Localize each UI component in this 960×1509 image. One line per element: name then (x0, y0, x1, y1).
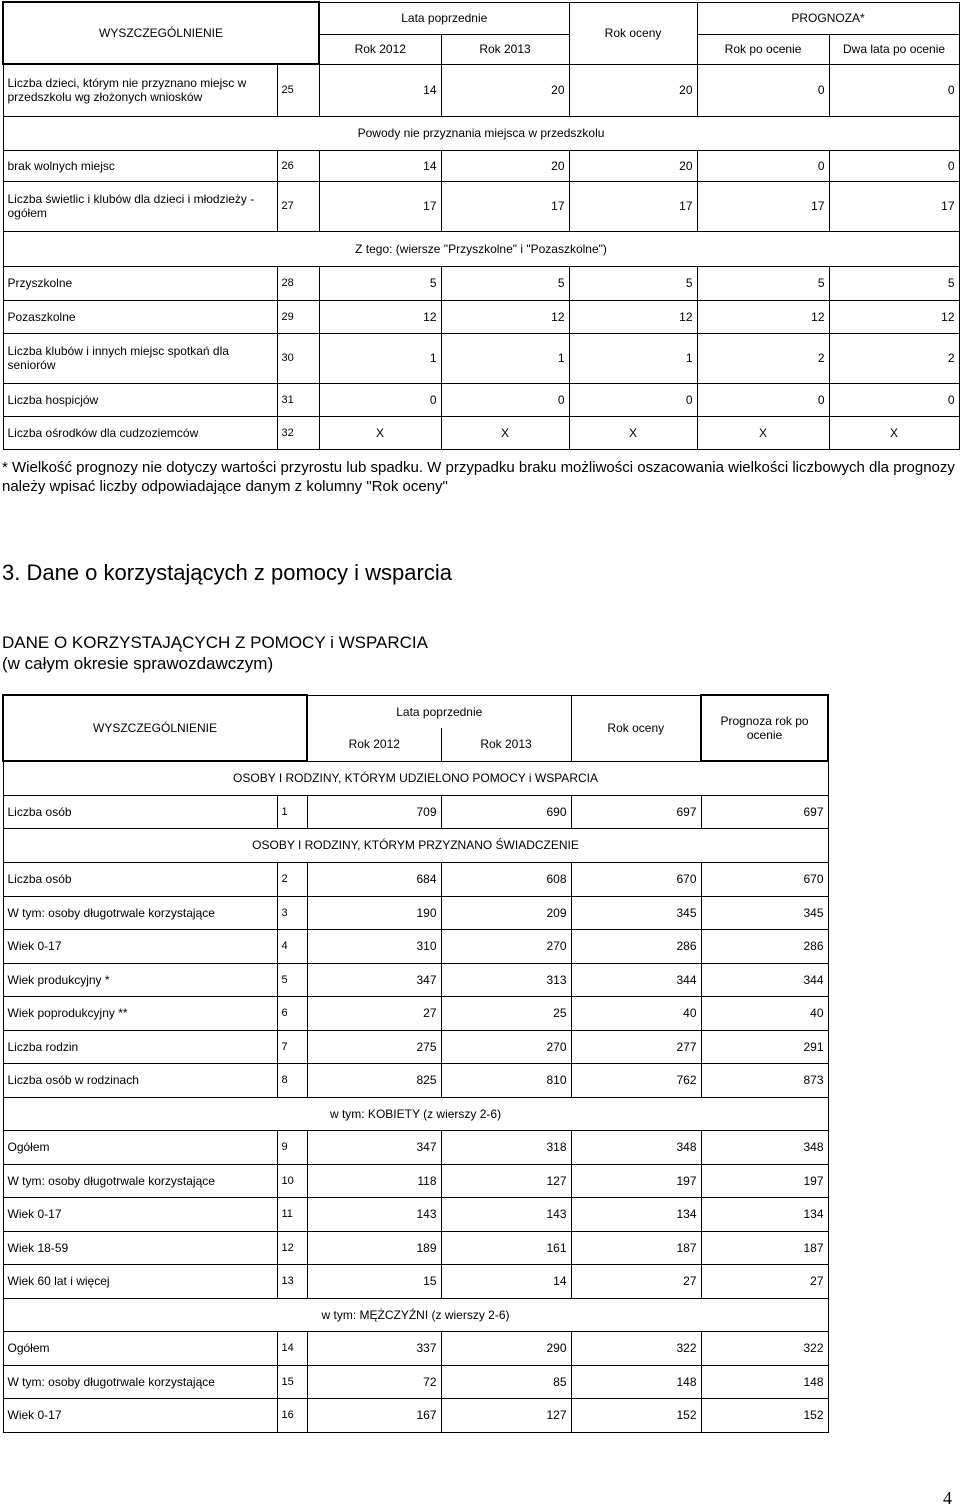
table-row (3, 1231, 828, 1264)
row-index: 27 (277, 181, 319, 231)
cell-value: 825 (307, 1063, 441, 1097)
row-index: 32 (277, 416, 319, 449)
prognosis-footnote: * Wielkość prognozy nie dotyczy wartości przyrostu lub spadku. W przypadku braku możliwości oszacowania wielkości liczbowych dla prognozy należy wpisać liczby odpowiadające danym z kolumny "Rok oceny" (2, 459, 955, 495)
cell-value: 5 (441, 266, 569, 300)
section-przyznano-swiadczenie: OSOBY I RODZINY, KTÓRYM PRZYZNANO ŚWIADCZENIE (3, 828, 828, 862)
header-rok-po-ocenie: Rok po ocenie (697, 34, 829, 64)
header-lata-poprzednie: Lata poprzednie (307, 695, 571, 728)
cell-value: 197 (701, 1164, 828, 1197)
cell-value: 313 (441, 963, 571, 996)
row-index: 11 (277, 1197, 307, 1231)
header-wyszczegolnienie: WYSZCZEGÓLNIENIE (3, 2, 319, 64)
cell-value: 152 (571, 1398, 701, 1432)
row-index: 5 (277, 963, 307, 996)
cell-value: 322 (571, 1331, 701, 1365)
cell-value: 15 (307, 1264, 441, 1298)
header-rok-2013: Rok 2013 (441, 728, 571, 761)
cell-value: 347 (307, 1130, 441, 1164)
cell-value: 25 (441, 996, 571, 1030)
cell-value: 17 (319, 181, 441, 231)
row-label: W tym: osoby długotrwale korzystające (3, 896, 277, 929)
cell-value: 697 (571, 795, 701, 828)
row-label: Liczba rodzin (3, 1030, 277, 1063)
section-udzielono-pomocy: OSOBY I RODZINY, KTÓRYM UDZIELONO POMOCY i WSPARCIA (3, 761, 828, 795)
cell-value: 12 (697, 300, 829, 333)
row-label: Wiek 0-17 (3, 1398, 277, 1432)
header-wyszczegolnienie: WYSZCZEGÓLNIENIE (3, 695, 307, 761)
cell-value: X (697, 416, 829, 449)
row-index: 7 (277, 1030, 307, 1063)
header-lata-poprzednie: Lata poprzednie (319, 2, 569, 34)
cell-value: 0 (441, 383, 569, 416)
cell-value: 187 (701, 1231, 828, 1264)
cell-value: 873 (701, 1063, 828, 1097)
table-row (3, 1130, 828, 1164)
cell-value: X (569, 416, 697, 449)
cell-value: 810 (441, 1063, 571, 1097)
cell-value: 310 (307, 929, 441, 963)
cell-value: 337 (307, 1331, 441, 1365)
cell-value: 85 (441, 1365, 571, 1398)
cell-value: X (319, 416, 441, 449)
row-index: 31 (277, 383, 319, 416)
header-rok-2012: Rok 2012 (319, 34, 441, 64)
cell-value: 286 (701, 929, 828, 963)
row-label: Liczba ośrodków dla cudzoziemców (3, 416, 277, 449)
cell-value: 275 (307, 1030, 441, 1063)
cell-value: 0 (829, 150, 959, 181)
cell-value: 608 (441, 862, 571, 896)
table-row (3, 333, 959, 383)
cell-value: 670 (571, 862, 701, 896)
cell-value: 118 (307, 1164, 441, 1197)
cell-value: 0 (569, 383, 697, 416)
row-label: Liczba świetlic i klubów dla dzieci i młodzieży - ogółem (3, 181, 277, 231)
row-label: W tym: osoby długotrwale korzystające (3, 1164, 277, 1197)
cell-value: 17 (829, 181, 959, 231)
row-label: Wiek 0-17 (3, 1197, 277, 1231)
cell-value: 348 (701, 1130, 828, 1164)
table-row (3, 862, 828, 896)
section-powody: Powody nie przyznania miejsca w przedszkolu (3, 116, 959, 150)
row-index: 14 (277, 1331, 307, 1365)
row-label: Wiek 60 lat i więcej (3, 1264, 277, 1298)
table-title-line-2: (w całym okresie sprawozdawczym) (2, 654, 274, 673)
table-row (3, 795, 828, 828)
header-dwa-lata-po-ocenie: Dwa lata po ocenie (829, 34, 959, 64)
section-kobiety: w tym: KOBIETY (z wierszy 2-6) (3, 1097, 828, 1130)
row-label: Przyszkolne (3, 266, 277, 300)
cell-value: 167 (307, 1398, 441, 1432)
cell-value: 14 (319, 150, 441, 181)
row-index: 26 (277, 150, 319, 181)
cell-value: 5 (697, 266, 829, 300)
cell-value: 143 (441, 1197, 571, 1231)
row-index: 12 (277, 1231, 307, 1264)
row-index: 15 (277, 1365, 307, 1398)
cell-value: 291 (701, 1030, 828, 1063)
section-heading: 3. Dane o korzystających z pomocy i wsparcia (2, 560, 452, 585)
row-label: Ogółem (3, 1331, 277, 1365)
header-prognoza-rok-po-ocenie: Prognoza rok po ocenie (701, 695, 828, 761)
row-index: 8 (277, 1063, 307, 1097)
row-index: 9 (277, 1130, 307, 1164)
cell-value: 187 (571, 1231, 701, 1264)
table-title (2, 632, 428, 674)
cell-value: 0 (697, 64, 829, 116)
cell-value: 17 (569, 181, 697, 231)
cell-value: 670 (701, 862, 828, 896)
cell-value: 1 (569, 333, 697, 383)
cell-value: 134 (571, 1197, 701, 1231)
row-label: Liczba dzieci, którym nie przyznano miejsc w przedszkolu wg złożonych wniosków (3, 64, 277, 116)
table-beneficiaries (2, 694, 829, 1433)
table-children-facilities (2, 1, 960, 450)
row-index: 2 (277, 862, 307, 896)
cell-value: 290 (441, 1331, 571, 1365)
cell-value: 690 (441, 795, 571, 828)
cell-value: 127 (441, 1164, 571, 1197)
table-row (3, 383, 959, 416)
section-z-tego: Z tego: (wiersze "Przyszkolne" i "Pozaszkolne") (3, 231, 959, 266)
cell-value: 12 (829, 300, 959, 333)
table-row (3, 1398, 828, 1432)
cell-value: 209 (441, 896, 571, 929)
table-row (3, 1030, 828, 1063)
cell-value: 12 (319, 300, 441, 333)
cell-value: 17 (697, 181, 829, 231)
row-index: 4 (277, 929, 307, 963)
cell-value: 134 (701, 1197, 828, 1231)
cell-value: 190 (307, 896, 441, 929)
cell-value: 1 (441, 333, 569, 383)
row-index: 25 (277, 64, 319, 116)
table-row (3, 1197, 828, 1231)
cell-value: 5 (829, 266, 959, 300)
table-row (3, 1331, 828, 1365)
cell-value: 14 (441, 1264, 571, 1298)
cell-value: 2 (829, 333, 959, 383)
cell-value: 0 (697, 383, 829, 416)
cell-value: 20 (569, 150, 697, 181)
table-row (3, 1063, 828, 1097)
header-rok-2012: Rok 2012 (307, 728, 441, 761)
cell-value: 1 (319, 333, 441, 383)
cell-value: 14 (319, 64, 441, 116)
table-row (3, 929, 828, 963)
row-label: Wiek poprodukcyjny ** (3, 996, 277, 1030)
cell-value: 277 (571, 1030, 701, 1063)
row-index: 6 (277, 996, 307, 1030)
cell-value: 143 (307, 1197, 441, 1231)
cell-value: 0 (829, 64, 959, 116)
table-row (3, 1164, 828, 1197)
cell-value: 270 (441, 929, 571, 963)
cell-value: 684 (307, 862, 441, 896)
table-row (3, 64, 959, 116)
row-label: Wiek 18-59 (3, 1231, 277, 1264)
cell-value: 20 (569, 64, 697, 116)
cell-value: 161 (441, 1231, 571, 1264)
row-index: 13 (277, 1264, 307, 1298)
table-row (3, 963, 828, 996)
cell-value: 189 (307, 1231, 441, 1264)
cell-value: 17 (441, 181, 569, 231)
cell-value: 40 (571, 996, 701, 1030)
cell-value: 348 (571, 1130, 701, 1164)
cell-value: 697 (701, 795, 828, 828)
cell-value: 344 (571, 963, 701, 996)
row-label: W tym: osoby długotrwale korzystające (3, 1365, 277, 1398)
row-label: Liczba hospicjów (3, 383, 277, 416)
table-row (3, 996, 828, 1030)
table-row (3, 1264, 828, 1298)
cell-value: 197 (571, 1164, 701, 1197)
cell-value: 40 (701, 996, 828, 1030)
header-prognoza: PROGNOZA* (697, 2, 959, 34)
cell-value: 322 (701, 1331, 828, 1365)
row-index: 30 (277, 333, 319, 383)
row-index: 29 (277, 300, 319, 333)
cell-value: 5 (569, 266, 697, 300)
table-title-line-1: DANE O KORZYSTAJĄCYCH Z POMOCY i WSPARCIA (2, 633, 428, 652)
cell-value: 318 (441, 1130, 571, 1164)
cell-value: 12 (441, 300, 569, 333)
cell-value: 762 (571, 1063, 701, 1097)
cell-value: X (829, 416, 959, 449)
row-index: 3 (277, 896, 307, 929)
header-rok-2013: Rok 2013 (441, 34, 569, 64)
header-rok-oceny: Rok oceny (569, 2, 697, 64)
cell-value: 148 (701, 1365, 828, 1398)
cell-value: 286 (571, 929, 701, 963)
cell-value: 127 (441, 1398, 571, 1432)
row-index: 1 (277, 795, 307, 828)
cell-value: 27 (307, 996, 441, 1030)
cell-value: 72 (307, 1365, 441, 1398)
row-index: 10 (277, 1164, 307, 1197)
cell-value: 0 (829, 383, 959, 416)
cell-value: 0 (697, 150, 829, 181)
cell-value: 148 (571, 1365, 701, 1398)
cell-value: 0 (319, 383, 441, 416)
cell-value: 709 (307, 795, 441, 828)
cell-value: 345 (701, 896, 828, 929)
row-label: Liczba osób w rodzinach (3, 1063, 277, 1097)
table-row (3, 150, 959, 181)
table-row (3, 416, 959, 449)
cell-value: 27 (701, 1264, 828, 1298)
cell-value: 20 (441, 150, 569, 181)
row-label: Liczba klubów i innych miejsc spotkań dla seniorów (3, 333, 277, 383)
cell-value: 20 (441, 64, 569, 116)
section-mezczyzni: w tym: MĘŻCZYŹNI (z wierszy 2-6) (3, 1298, 828, 1331)
row-label: Pozaszkolne (3, 300, 277, 333)
cell-value: X (441, 416, 569, 449)
row-label: Ogółem (3, 1130, 277, 1164)
cell-value: 344 (701, 963, 828, 996)
header-rok-oceny: Rok oceny (571, 695, 701, 761)
cell-value: 345 (571, 896, 701, 929)
row-label: Wiek produkcyjny * (3, 963, 277, 996)
table-row (3, 300, 959, 333)
row-index: 28 (277, 266, 319, 300)
cell-value: 27 (571, 1264, 701, 1298)
row-label: Liczba osób (3, 795, 277, 828)
table-row (3, 266, 959, 300)
table-row (3, 181, 959, 231)
cell-value: 12 (569, 300, 697, 333)
row-label: Liczba osób (3, 862, 277, 896)
row-index: 16 (277, 1398, 307, 1432)
row-label: Wiek 0-17 (3, 929, 277, 963)
cell-value: 2 (697, 333, 829, 383)
row-label: brak wolnych miejsc (3, 150, 277, 181)
cell-value: 5 (319, 266, 441, 300)
page-number: 4 (943, 1488, 952, 1508)
cell-value: 152 (701, 1398, 828, 1432)
cell-value: 347 (307, 963, 441, 996)
table-row (3, 1365, 828, 1398)
cell-value: 270 (441, 1030, 571, 1063)
table-row (3, 896, 828, 929)
